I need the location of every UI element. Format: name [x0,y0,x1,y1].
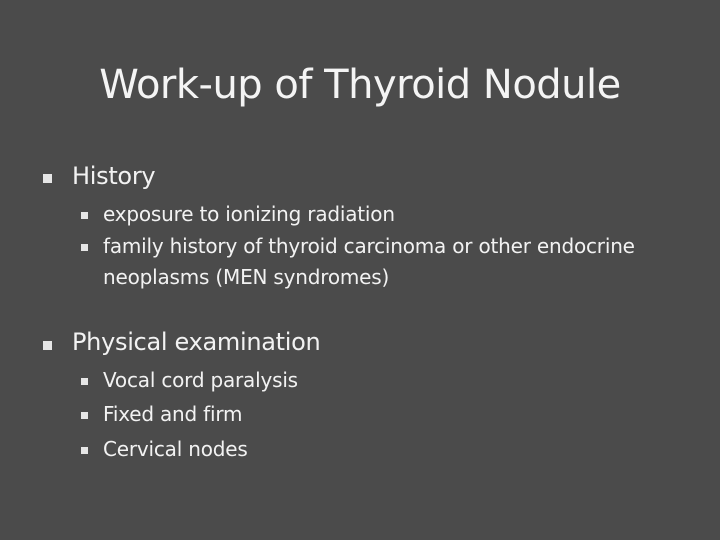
list-item: Vocal cord paralysis [103,368,298,392]
list-item: exposure to ionizing radiation [103,202,395,226]
square-bullet-icon [81,244,88,251]
square-bullet-icon [81,412,88,419]
section-heading-physical-examination: Physical examination [72,328,321,356]
square-bullet-icon [43,174,52,183]
square-bullet-icon [81,447,88,454]
square-bullet-icon [43,341,52,350]
list-item: Fixed and firm [103,402,243,426]
section-heading-history: History [72,162,156,190]
square-bullet-icon [81,378,88,385]
square-bullet-icon [81,212,88,219]
list-item: family history of thyroid carcinoma or other endocrine neoplasms (MEN syndromes) [103,234,635,289]
slide-title: Work-up of Thyroid Nodule [99,62,621,108]
list-item: Cervical nodes [103,437,248,461]
